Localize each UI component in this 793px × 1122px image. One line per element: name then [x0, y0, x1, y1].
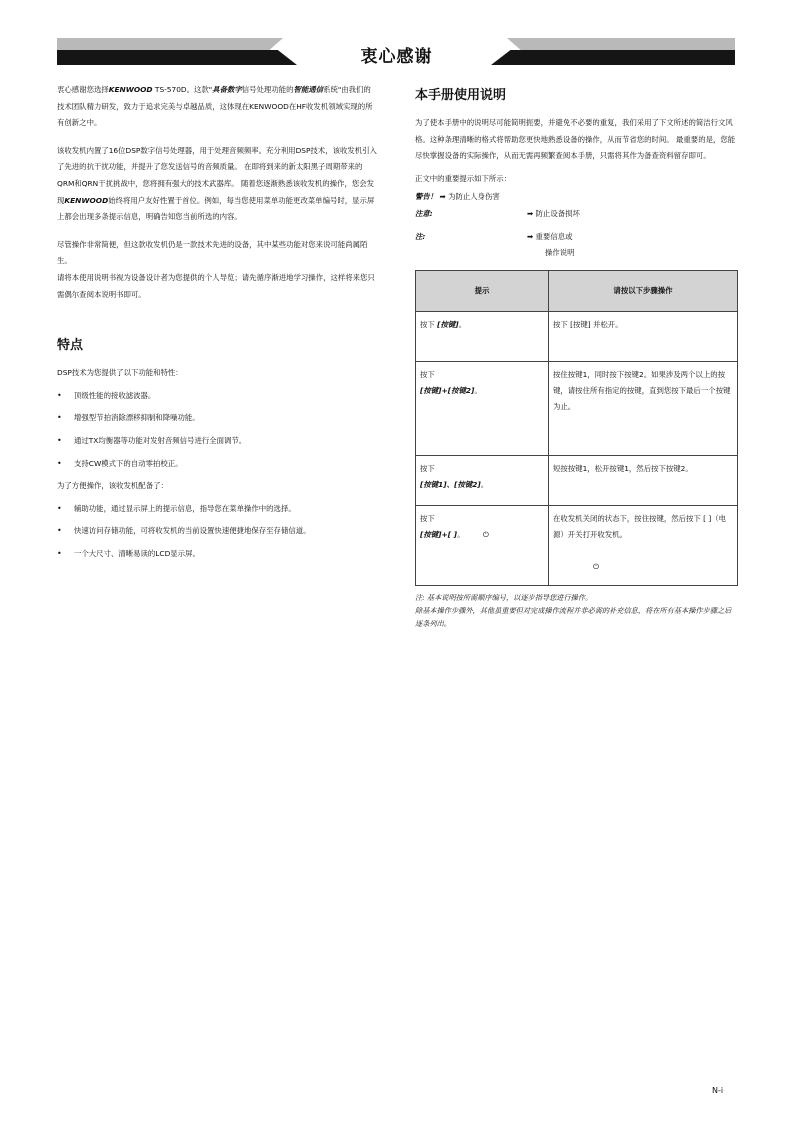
list-item: • 增强型节拍消除漂移抑制和降噪功能。 [57, 413, 200, 423]
note-line: 注: ➡ 重要信息或 操作说明 [415, 231, 575, 258]
header-bar-left-bottom [57, 50, 297, 65]
table-cell: 按下 [按键1]、[按键2]。 [416, 455, 549, 505]
left-column [57, 82, 377, 562]
list-item: • 一个大尺寸、清晰易读的LCD显示屏。 [57, 548, 200, 558]
header-bar-right-bottom [491, 50, 735, 65]
instruction-table [415, 270, 738, 586]
manual-paragraph-1: 为了使本手册中的说明尽可能简明扼要，并避免不必要的重复，我们采用了下文所述的简洁行文风格。这种条理清晰的格式将帮助您更快地熟悉设备的操作，从而节省您的时间。 最重要的是，您能尽快掌握设备的实际操作，从而无需再频繁查阅本手册，只需将其作为备查资料留存即可。 [415, 118, 736, 161]
intro-paragraph-3: 尽管操作非常简便，但这款收发机仍是一款技术先进的设备，其中某些功能对您来说可能尚属陌生。 [57, 239, 368, 266]
features-heading: 特点 [57, 338, 84, 354]
page-title: 衷心感谢 [360, 47, 433, 67]
table-cell: 在收发机关闭的状态下，按住按键，然后按下 [ ]（电源）开关打开收发机。 ⏻ [549, 505, 738, 585]
table-header-cell: 提示 [416, 270, 549, 311]
manual-paragraph-2: 正文中的重要提示如下所示： [415, 173, 512, 183]
table-cell: 按住按键1，同时按下按键2。如果涉及两个以上的按键，请按住所有指定的按键，直到您按下最后一个按键为止。 [549, 361, 738, 455]
table-footnote-1: 注: 基本说明按所需顺序编号，以逐步指导您进行操作。 [415, 592, 593, 602]
right-column [415, 82, 738, 630]
power-icon: ⏻ [482, 529, 489, 539]
warning-line: 警告！ ➡ 为防止人身伤害 [415, 192, 500, 202]
list-item: • 顶级性能的接收滤波器。 [57, 390, 156, 400]
page-number: N-i [712, 1086, 724, 1095]
intro-paragraph-4: 请将本使用说明书视为设备设计者为您提供的个人导览；请先循序渐进地学习操作，这样将来您只需偶尔查阅本说明书即可。 [57, 272, 375, 299]
list-item: • 支持CW模式下的自动零拍校正。 [57, 458, 183, 468]
features-lead-2: 为了方便操作，该收发机配备了： [57, 481, 168, 491]
features-lead: DSP技术为您提供了以下功能和特性： [57, 368, 183, 378]
table-row [416, 455, 738, 505]
table-header-row [416, 270, 738, 311]
intro-paragraph-1: 衷心感谢您选择KENWOOD TS-570D。这款"具备数字信号处理功能的智能通信系统"由我们的技术团队精力研发，致力于追求完美与卓越品质，这体现在KENWOOD在HF收发机领域实现的所有创新之中。 [57, 85, 373, 128]
table-cell: 按下 [按键] 并松开。 [549, 311, 738, 361]
manual-heading: 本手册使用说明 [415, 88, 507, 103]
header-bar-left-top [57, 38, 283, 50]
table-cell: 短按按键1，松开按键1，然后按下按键2。 [549, 455, 738, 505]
table-row [416, 311, 738, 361]
table-row [416, 361, 738, 455]
table-cell: 按下 [按键]+[ ]。 ⏻ [416, 505, 549, 585]
table-footnote-2: 除基本操作步骤外，其他虽重要但对完成操作流程并非必需的补充信息，将在所有基本操作步骤之后逐条列出。 [415, 606, 732, 628]
table-cell: 按下 [按键]。 [416, 311, 549, 361]
list-item: • 通过TX均衡器等功能对发射音频信号进行全面调节。 [57, 435, 247, 445]
table-header-cell: 请按以下步骤操作 [549, 270, 738, 311]
table-row [416, 505, 738, 585]
list-item: • 快速访问存储功能，可将收发机的当前设置快速便捷地保存至存储信道。 [57, 526, 311, 536]
table-cell: 按下 [按键]+[按键2]。 [416, 361, 549, 455]
intro-paragraph-2: 该收发机内置了16位DSP数字信号处理器，用于处理音频频率。充分利用DSP技术，该收发机引入了先进的抗干扰功能，并提升了您发送信号的音频质量。 在即将到来的新太阳黑子周期带来的QRM和QRN干扰挑战中，您将拥有强大的技术武器库。 随着您逐渐熟悉该收发机的操作，您会发现KENWOOD始终将用户友好性置于首位。例如，每当您使用菜单功能更改菜单编号时，显示屏上都会出现多条提示信息，明确告知您当前所选的内容。 [57, 145, 377, 222]
list-item: • 辅助功能，通过显示屏上的提示信息，指导您在菜单操作中的选择。 [57, 503, 296, 513]
power-icon: ⏻ [593, 561, 599, 571]
caution-line: 注意: ➡ 防止设备损坏 [415, 208, 580, 218]
header-bar-right-top [507, 38, 735, 50]
